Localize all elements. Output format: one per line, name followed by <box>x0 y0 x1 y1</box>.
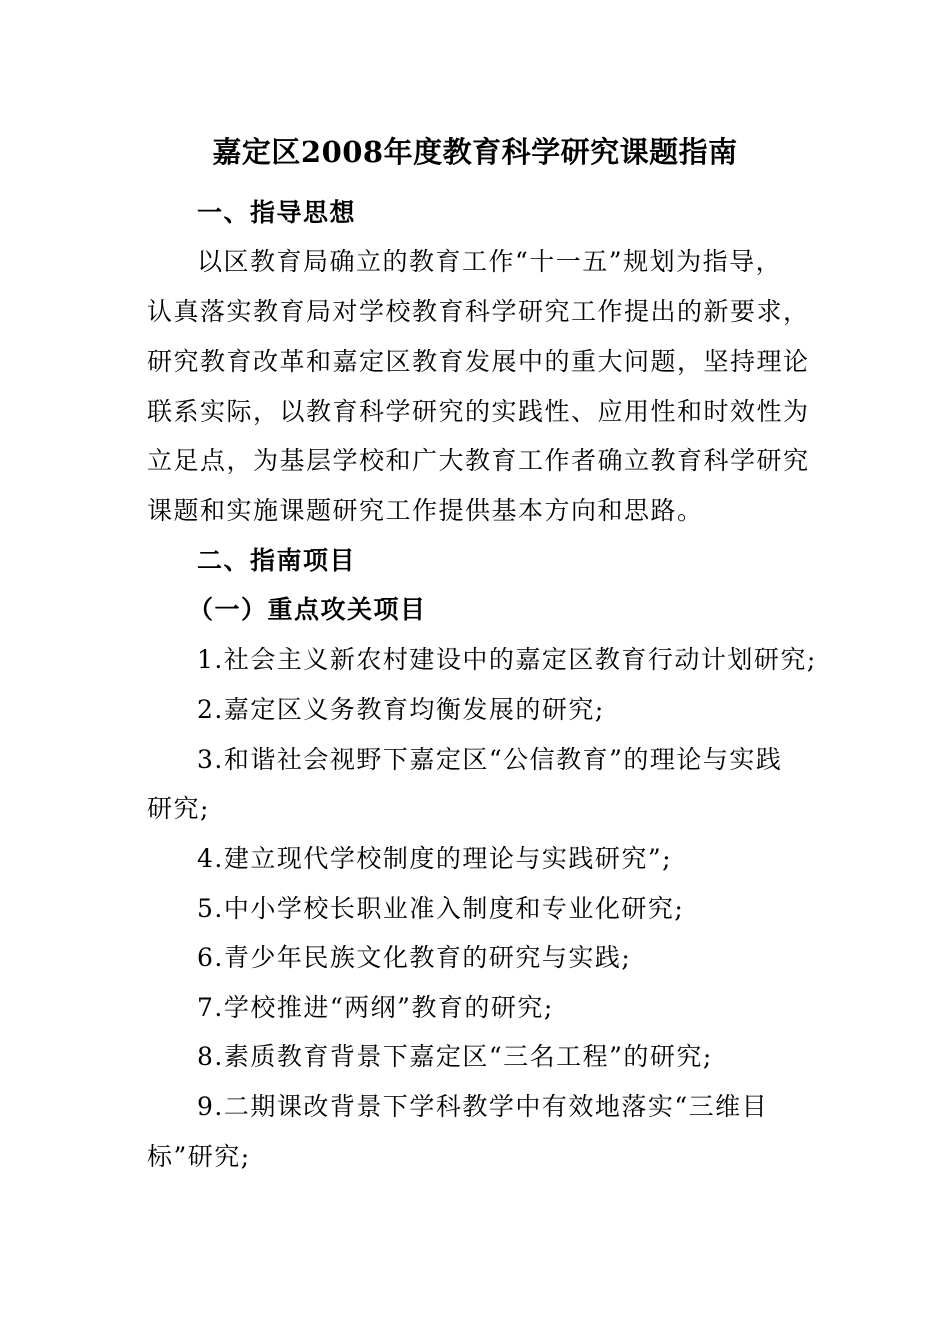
paragraph-line: 研究教育改革和嘉定区教育发展中的重大问题，坚持理论 <box>147 347 810 376</box>
list-item: 1.社会主义新农村建设中的嘉定区教育行动计划研究; <box>197 645 817 674</box>
list-item: 3.和谐社会视野下嘉定区“公信教育”的理论与实践 <box>197 745 783 774</box>
paragraph-line: 以区教育局确立的教育工作“十一五”规划为指导， <box>197 247 783 276</box>
document-title: 嘉定区2008年度教育科学研究课题指南 <box>212 135 738 169</box>
list-item: 8.素质教育背景下嘉定区“三名工程”的研究; <box>197 1042 713 1071</box>
list-item: 4.建立现代学校制度的理论与实践研究”; <box>197 844 673 873</box>
section-heading-guiding-ideology: 一、指导思想 <box>197 198 357 227</box>
list-item: 5.中小学校长职业准入制度和专业化研究; <box>197 894 685 923</box>
list-item: 7.学校推进“两纲”教育的研究; <box>197 993 554 1022</box>
subsection-heading-key-projects: （一）重点攻关项目 <box>188 595 427 624</box>
paragraph-line: 立足点，为基层学校和广大教育工作者确立教育科学研究 <box>147 446 810 475</box>
list-item-continuation: 研究; <box>147 794 210 823</box>
paragraph-line: 联系实际，以教育科学研究的实践性、应用性和时效性为 <box>147 397 810 426</box>
list-item: 6.青少年民族文化教育的研究与实践; <box>197 943 632 972</box>
list-item: 9.二期课改背景下学科教学中有效地落实“三维目 <box>197 1092 769 1121</box>
list-item-continuation: 标”研究; <box>147 1142 251 1171</box>
list-item: 2.嘉定区义务教育均衡发展的研究; <box>197 695 605 724</box>
paragraph-line: 认真落实教育局对学校教育科学研究工作提出的新要求， <box>147 297 810 326</box>
section-heading-guide-items: 二、指南项目 <box>197 546 357 575</box>
paragraph-line: 课题和实施课题研究工作提供基本方向和思路。 <box>147 496 704 525</box>
